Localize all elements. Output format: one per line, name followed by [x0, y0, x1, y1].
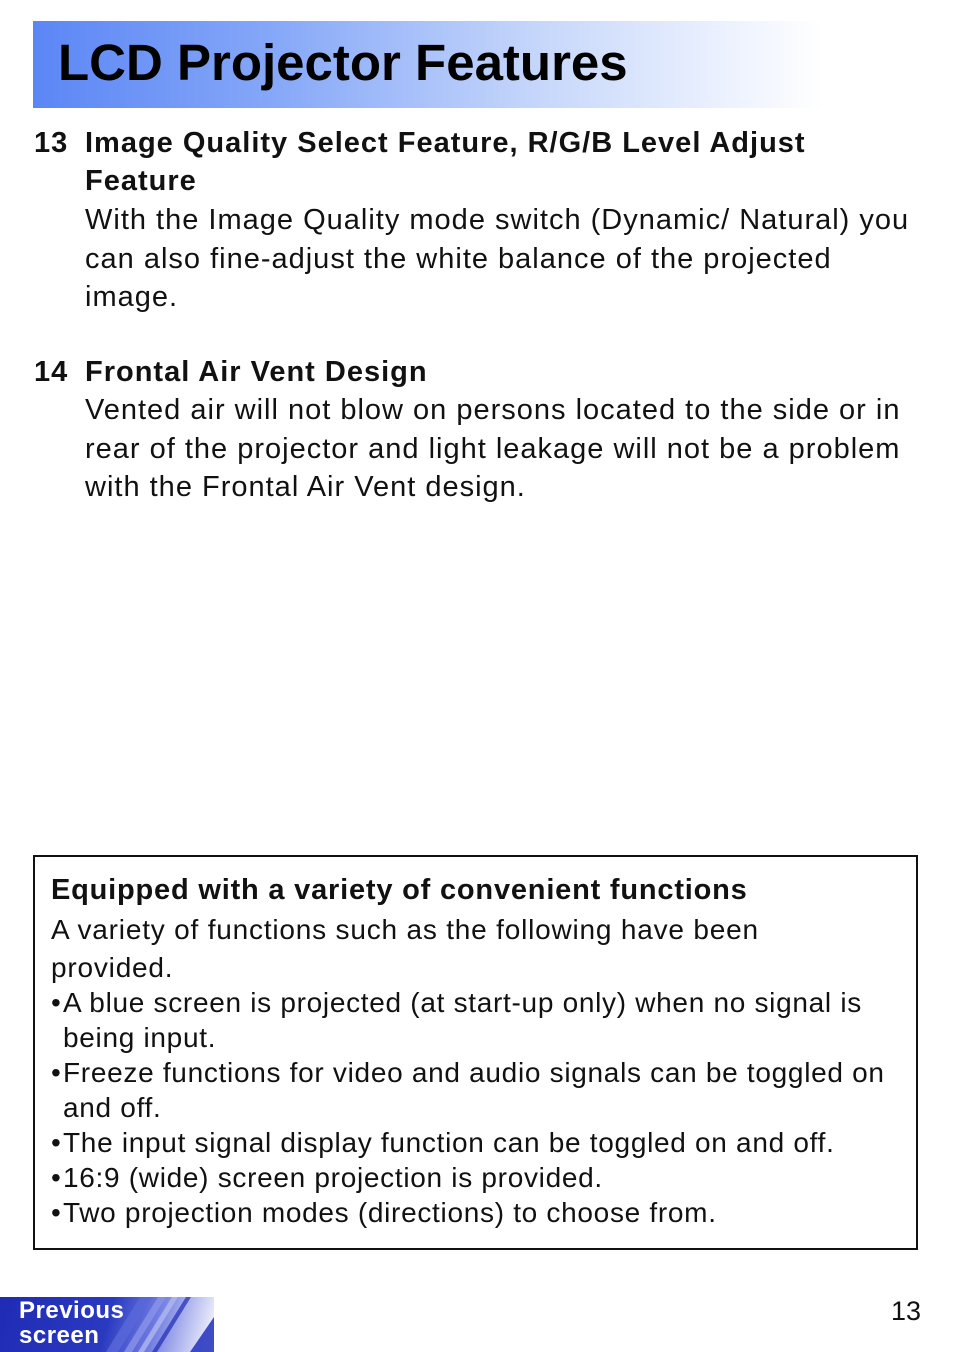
- feature-description: Vented air will not blow on persons located to the side or in rear of the projector and light leakage will not be a problem with the Frontal Air Vent design.: [85, 394, 901, 503]
- box-intro: A variety of functions such as the following have been provided.: [51, 914, 759, 983]
- list-item: [51, 1195, 917, 1230]
- feature-heading: Frontal Air Vent Design: [85, 356, 428, 388]
- feature-number: 14: [34, 356, 69, 388]
- list-item-text: Freeze functions for video and audio signals can be toggled on and off.: [63, 1057, 885, 1123]
- bullet-dot: •: [51, 1197, 62, 1228]
- bullet-dot: •: [51, 987, 62, 1018]
- box-heading: Equipped with a variety of convenient functions: [51, 874, 748, 906]
- bullet-dot: •: [51, 1057, 62, 1088]
- list-item: [51, 1125, 917, 1160]
- list-item: [51, 985, 917, 1055]
- list-item-text: Two projection modes (directions) to choose from.: [63, 1197, 717, 1228]
- convenient-functions-box: [33, 855, 918, 1250]
- feature-heading: Image Quality Select Feature, R/G/B Level Adjust Feature: [85, 127, 806, 197]
- bullet-dot: •: [51, 1127, 62, 1158]
- list-item-text: The input signal display function can be toggled on and off.: [63, 1127, 835, 1158]
- list-item: [51, 1160, 917, 1195]
- list-item: [51, 1055, 917, 1125]
- page-title: LCD Projector Features: [58, 34, 628, 91]
- previous-screen-label[interactable]: Previous screen: [19, 1297, 125, 1349]
- title-banner: [33, 21, 823, 108]
- previous-screen-button[interactable]: [0, 1297, 214, 1352]
- bullet-list: [51, 985, 917, 1230]
- feature-description: With the Image Quality mode switch (Dynamic/ Natural) you can also fine-adjust the white balance of the projected image.: [85, 204, 910, 313]
- list-item-text: 16:9 (wide) screen projection is provided.: [63, 1162, 603, 1193]
- list-item-text: A blue screen is projected (at start-up only) when no signal is being input.: [63, 987, 862, 1053]
- feature-number: 13: [34, 127, 69, 159]
- page-number: 13: [890, 1296, 921, 1326]
- bullet-dot: •: [51, 1162, 62, 1193]
